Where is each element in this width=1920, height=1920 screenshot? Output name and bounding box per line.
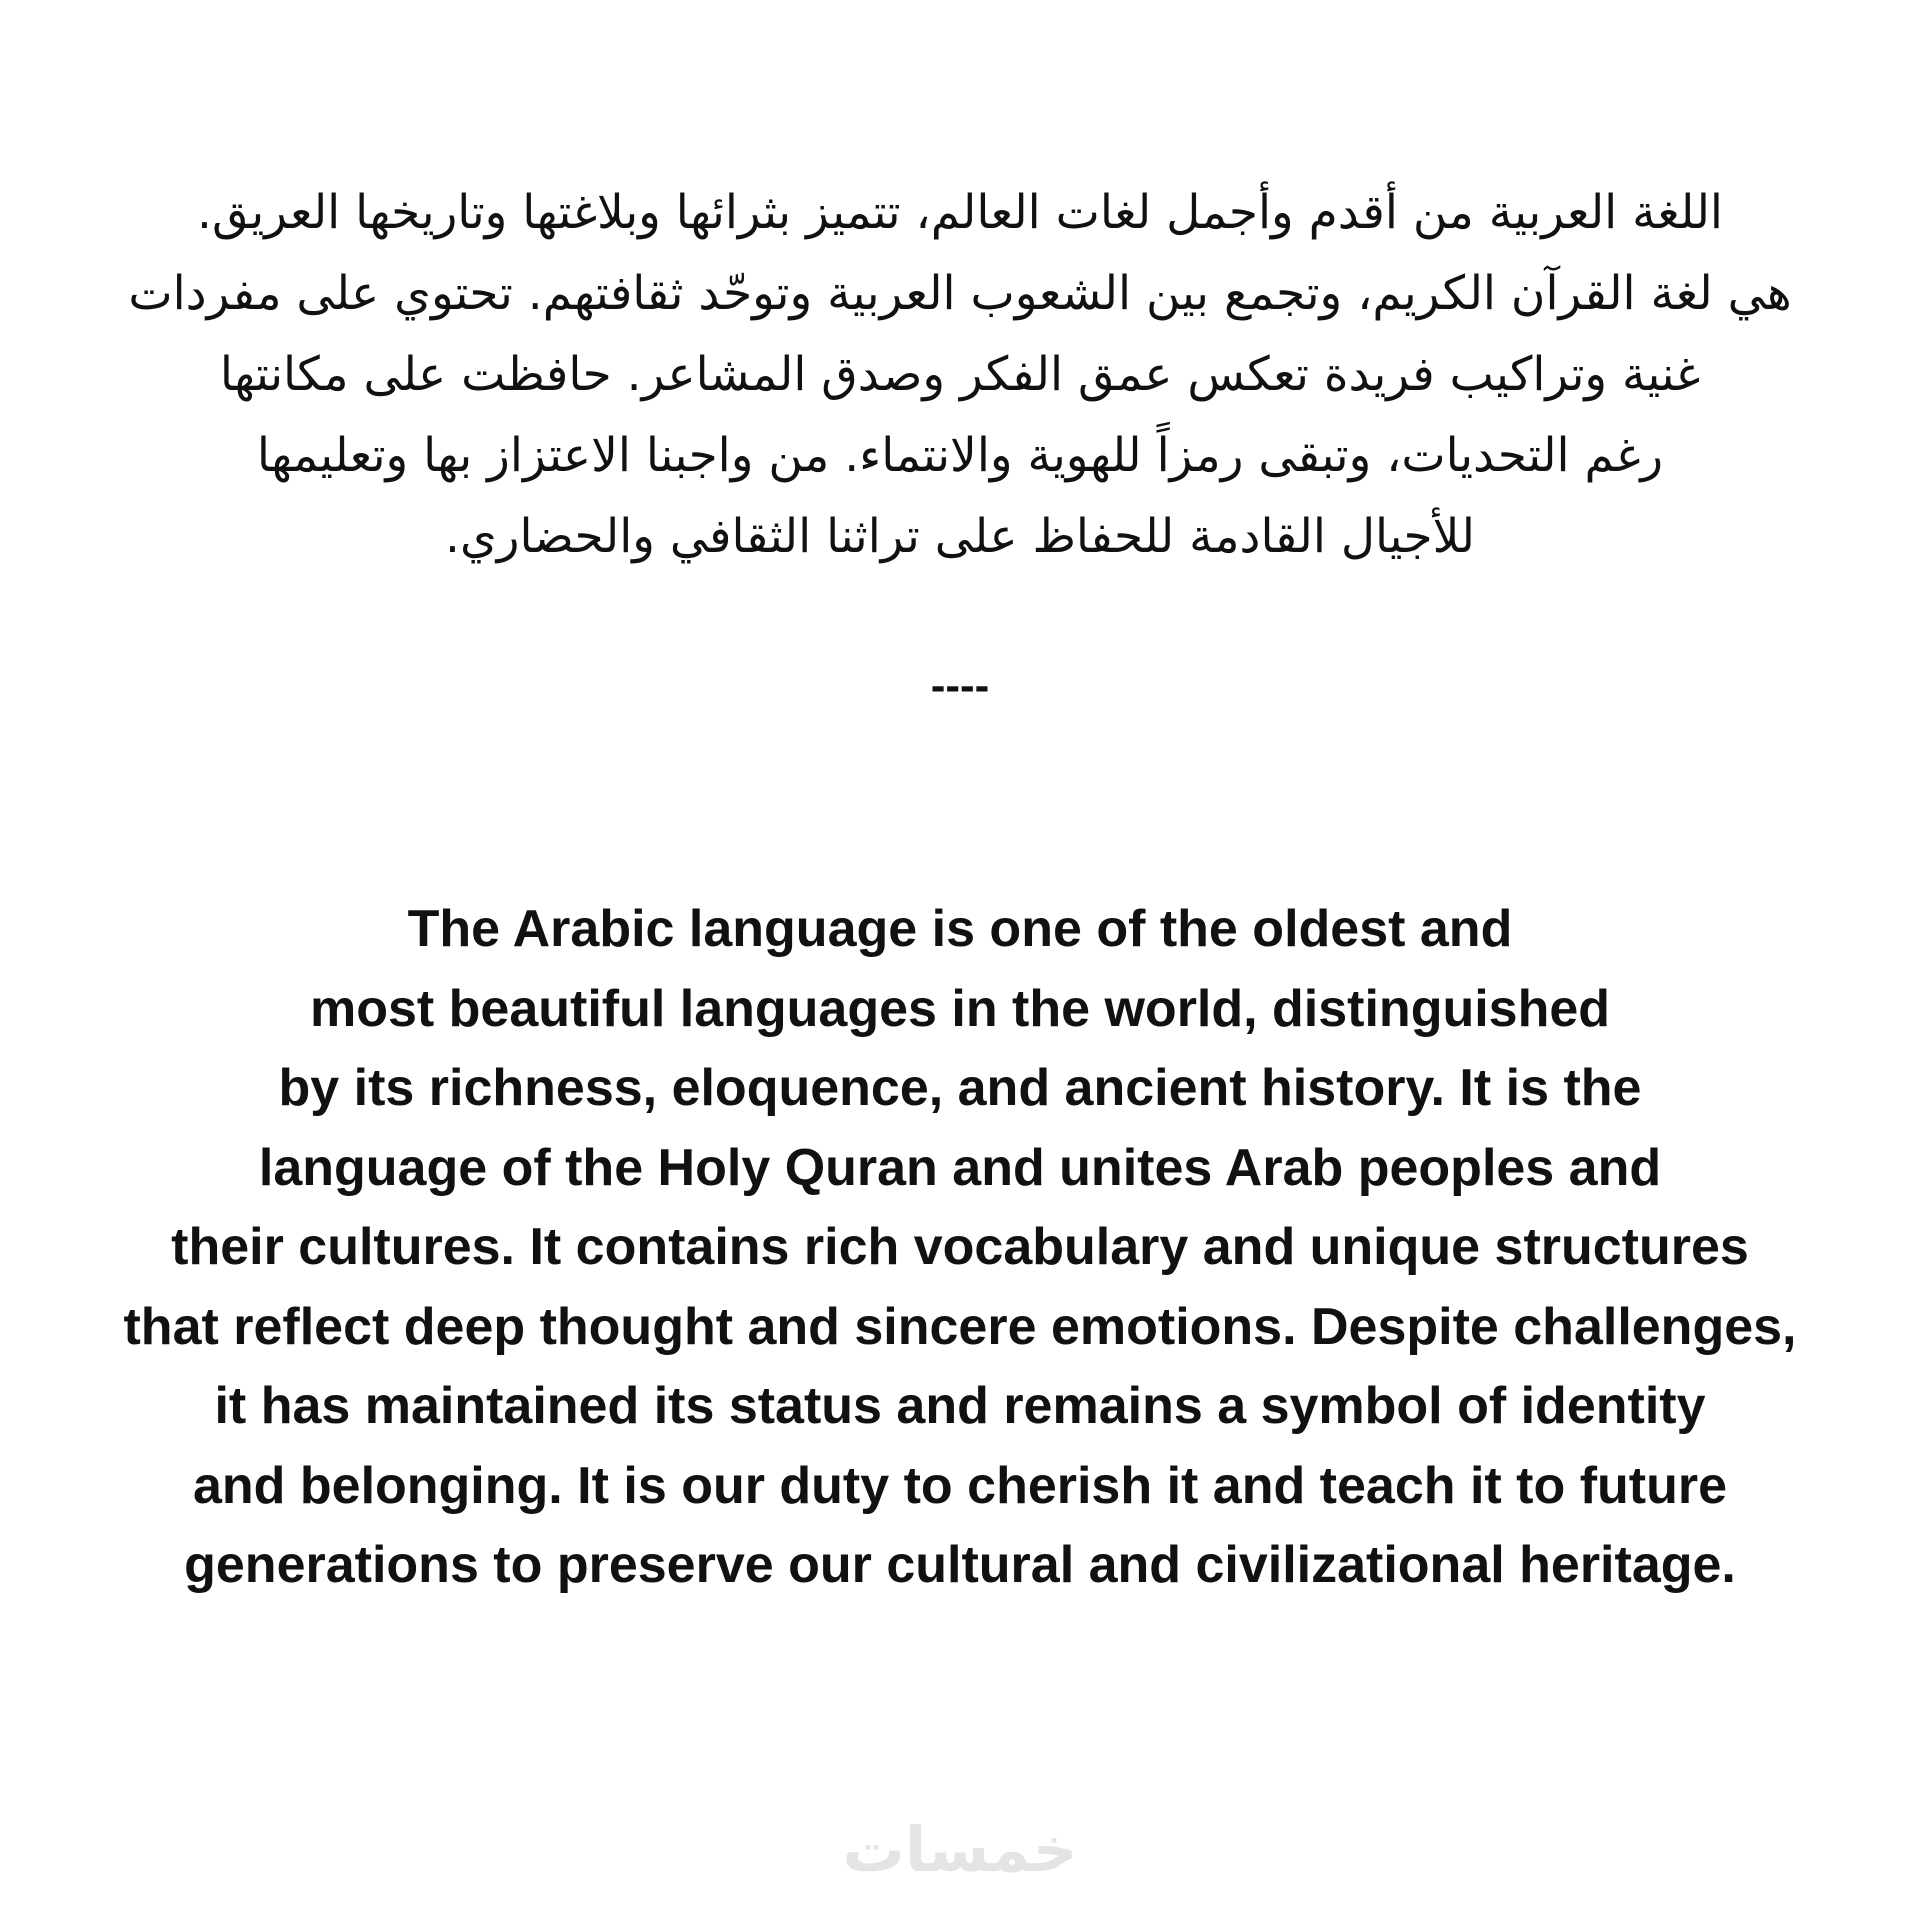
english-line: by its richness, eloquence, and ancient history. It is the [278, 1059, 1642, 1117]
arabic-line: للأجيال القادمة للحفاظ على تراثنا الثقافي والحضاري. [445, 509, 1475, 564]
section-separator: ---- [930, 661, 990, 710]
arabic-line: هي لغة القرآن الكريم، وتجمع بين الشعوب العربية وتوحّد ثقافتهم. تحتوي على مفردات [128, 266, 1792, 321]
arabic-paragraph [40, 172, 1880, 577]
english-line: most beautiful languages in the world, distinguished [309, 979, 1611, 1038]
english-line: The Arabic language is one of the oldest and [407, 900, 1513, 958]
english-line: their cultures. It contains rich vocabulary and unique structures [171, 1218, 1749, 1276]
english-line: that reflect deep thought and sincere emotions. Despite challenges, [123, 1297, 1797, 1356]
arabic-line: رغم التحديات، وتبقى رمزاً للهوية والانتماء. من واجبنا الاعتزاز بها وتعليمها [256, 428, 1664, 483]
english-line: it has maintained its status and remains a symbol of identity [214, 1377, 1706, 1435]
watermark-logo: خمسات [842, 1813, 1078, 1886]
english-paragraph [20, 890, 1900, 1606]
english-line: and belonging. It is our duty to cherish it and teach it to future [192, 1456, 1728, 1515]
english-line: generations to preserve our cultural and civilizational heritage. [184, 1536, 1736, 1594]
english-line: language of the Holy Quran and unites Arab peoples and [258, 1138, 1662, 1197]
arabic-line: اللغة العربية من أقدم وأجمل لغات العالم، تتميز بثرائها وبلاغتها وتاريخها العريق. [197, 185, 1723, 240]
arabic-line: غنية وتراكيب فريدة تعكس عمق الفكر وصدق المشاعر. حافظت على مكانتها [219, 347, 1701, 402]
